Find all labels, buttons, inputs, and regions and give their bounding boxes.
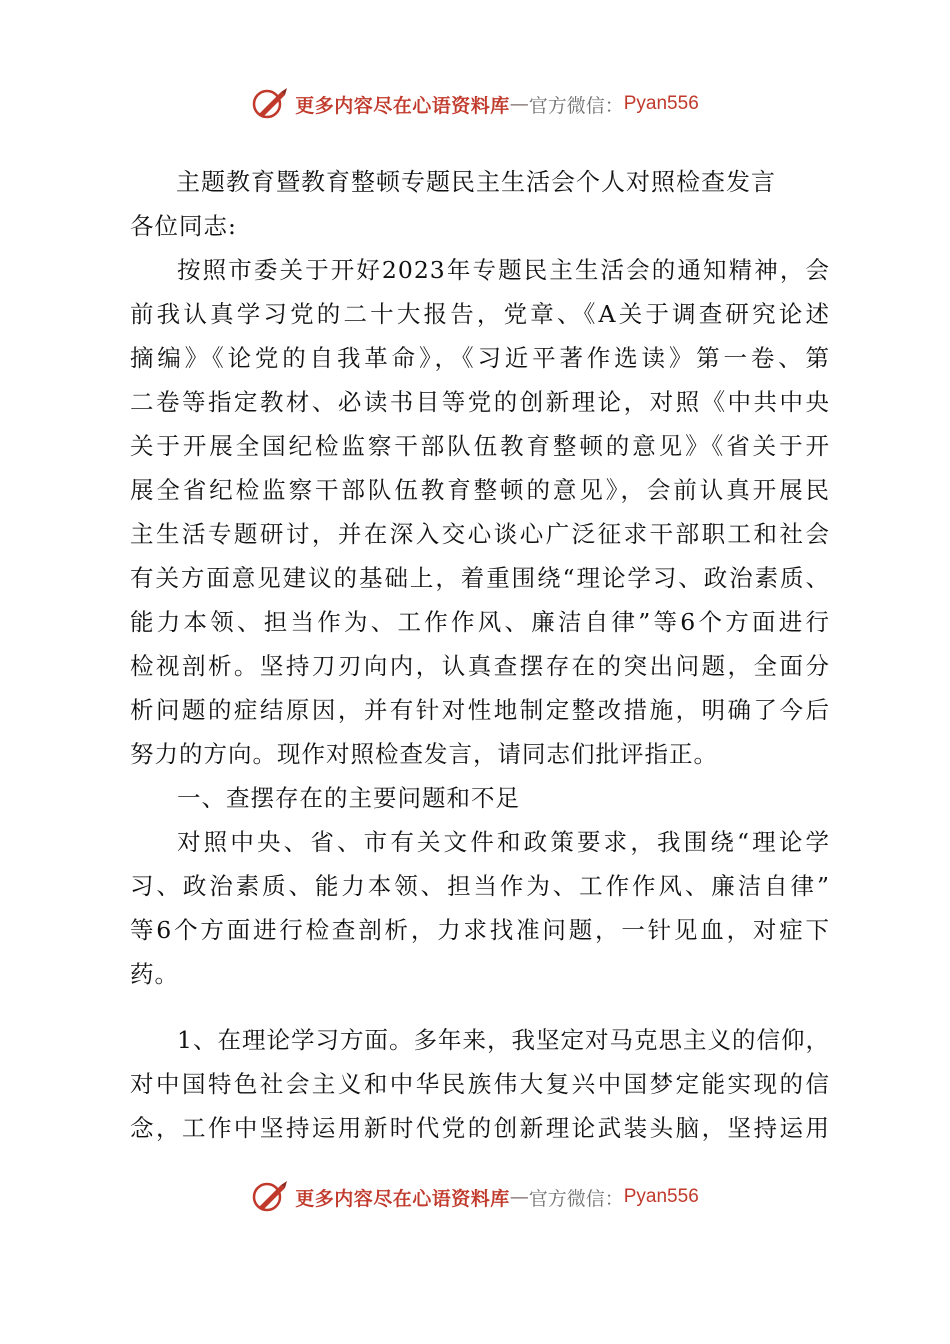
paragraph-line: 能力本领、担当作为、工作作风、廉洁自律”等6个方面进行 xyxy=(130,608,830,636)
section-heading: 一、查摆存在的主要问题和不足 xyxy=(177,784,520,812)
paragraph-line: 析问题的症结原因，并有针对性地制定整改措施，明确了今后 xyxy=(130,696,830,724)
pen-logo-icon xyxy=(251,1179,291,1215)
paragraph-line: 对照中央、省、市有关文件和政策要求，我围绕“理论学 xyxy=(177,828,830,856)
watermark-label: 官方微信： xyxy=(528,94,624,117)
paragraph-line: 念，工作中坚持运用新时代党的创新理论武装头脑，坚持运用 xyxy=(130,1114,830,1142)
paragraph-line: 前我认真学习党的二十大报告，党章、《A关于调查研究论述 xyxy=(130,300,830,328)
paragraph-line: 检视剖析。坚持刀刃向内，认真查摆存在的突出问题，全面分 xyxy=(130,652,830,680)
paragraph-line: 对中国特色社会主义和中华民族伟大复兴中国梦定能实现的信 xyxy=(130,1070,830,1098)
pen-logo-icon xyxy=(251,86,291,122)
document-title: 主题教育暨教育整顿专题民主生活会个人对照检查发言 xyxy=(176,168,776,196)
document-body xyxy=(130,160,830,1150)
paragraph-line: 主生活专题研讨，并在深入交心谈心广泛征求干部职工和社会 xyxy=(130,520,830,548)
paragraph-line: 药。 xyxy=(130,960,179,988)
watermark-label: 官方微信： xyxy=(528,1187,624,1210)
paragraph-line: 摘编》《论党的自我革命》，《习近平著作选读》第一卷、第 xyxy=(130,344,830,372)
watermark-footer xyxy=(0,1177,950,1217)
watermark-separator: — xyxy=(509,1186,529,1208)
watermark-id: Pyan556 xyxy=(623,93,699,114)
paragraph-line: 有关方面意见建议的基础上，着重围绕“理论学习、政治素质、 xyxy=(130,564,830,592)
watermark-id: Pyan556 xyxy=(623,1186,699,1207)
paragraph-line: 二卷等指定教材、必读书目等党的创新理论，对照《中共中央 xyxy=(130,388,830,416)
paragraph-line: 等6个方面进行检查剖析，力求找准问题，一针见血，对症下 xyxy=(130,916,830,944)
watermark-main-text: 更多内容尽在心语资料库 xyxy=(295,94,510,117)
paragraph-line: 1、在理论学习方面。多年来，我坚定对马克思主义的信仰， xyxy=(177,1026,830,1054)
salutation: 各位同志: xyxy=(130,212,237,240)
paragraph-line: 展全省纪检监察干部队伍教育整顿的意见》，会前认真开展民 xyxy=(130,476,830,504)
paragraph-line: 关于开展全国纪检监察干部队伍教育整顿的意见》《省关于开 xyxy=(130,432,830,460)
watermark-main-text: 更多内容尽在心语资料库 xyxy=(295,1187,510,1210)
watermark-header xyxy=(0,84,950,124)
paragraph-line: 习、政治素质、能力本领、担当作为、工作作风、廉洁自律” xyxy=(130,872,830,900)
paragraph-line: 按照市委关于开好2023年专题民主生活会的通知精神，会 xyxy=(177,256,830,284)
paragraph-line: 努力的方向。现作对照检查发言，请同志们批评指正。 xyxy=(130,740,718,768)
watermark-separator: — xyxy=(509,93,529,115)
